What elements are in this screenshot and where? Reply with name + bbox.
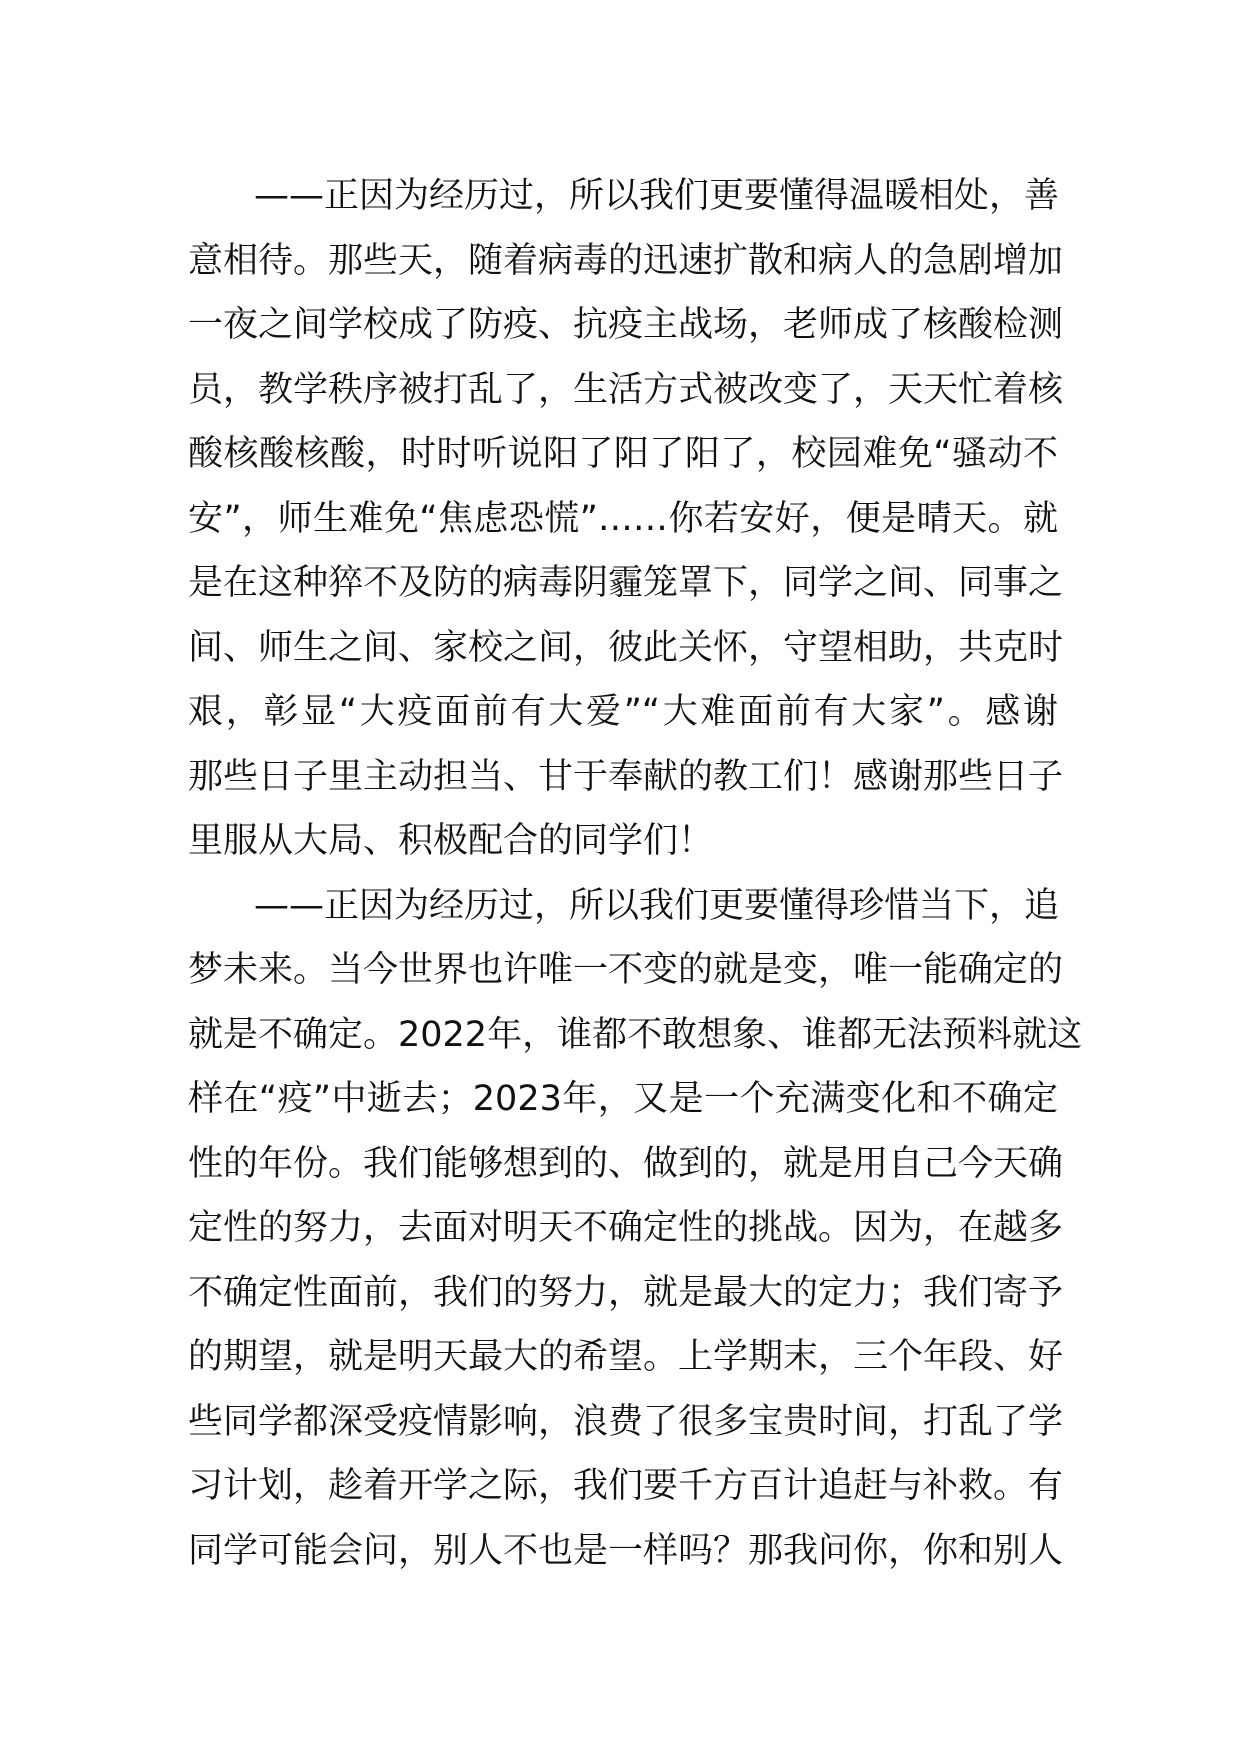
paragraph-1-line-10: 那些日子里主动担当、甘于奉献的教工们！感谢那些日子 bbox=[188, 756, 1064, 797]
paragraph-2-line-2: 梦未来。当今世界也许唯一不变的就是变，唯一能确定的 bbox=[188, 950, 1064, 990]
paragraph-1-line-11: 里服从大局、积极配合的同学们！ bbox=[188, 821, 714, 861]
paragraph-2-line-3: 就是不确定。2022年，谁都不敢想象、谁都无法预料就这 bbox=[188, 1014, 1083, 1055]
paragraph-2-line-5: 性的年份。我们能够想到的、做到的，就是用自己今天确 bbox=[188, 1143, 1064, 1184]
paragraph-1-line-7: 是在这种猝不及防的病毒阴霾笼罩下，同学之间、同事之 bbox=[188, 563, 1064, 603]
paragraph-2-line-10: 习计划，趁着开学之际，我们要千方百计追赶与补救。有 bbox=[188, 1466, 1064, 1506]
paragraph-1-line-6: 安”，师生难免“焦虑恐慌”……你若安好，便是晴天。就 bbox=[188, 498, 1058, 539]
paragraph-2-line-9: 些同学都深受疫情影响，浪费了很多宝贵时间，打乱了学 bbox=[188, 1401, 1064, 1442]
paragraph-1-line-3: 一夜之间学校成了防疫、抗疫主战场，老师成了核酸检测 bbox=[188, 305, 1064, 345]
paragraph-2-line-7: 不确定性面前，我们的努力，就是最大的定力；我们寄予 bbox=[188, 1272, 1064, 1313]
paragraph-1-line-4: 员，教学秩序被打乱了，生活方式被改变了，天天忙着核 bbox=[188, 369, 1064, 410]
paragraph-1-line-2: 意相待。那些天，随着病毒的迅速扩散和病人的急剧增加 bbox=[188, 240, 1064, 281]
paragraph-2-line-8: 的期望，就是明天最大的希望。上学期末，三个年段、好 bbox=[188, 1337, 1064, 1377]
paragraph-2-line-6: 定性的努力，去面对明天不确定性的挑战。因为，在越多 bbox=[188, 1208, 1064, 1248]
paragraph-1-line-9: 艰，彰显“大疫面前有大爱”“大难面前有大家”。感谢 bbox=[188, 692, 1058, 732]
body-text bbox=[188, 164, 1083, 1583]
paragraph-2-line-11: 同学可能会问，别人不也是一样吗？那我问你，你和别人 bbox=[188, 1530, 1064, 1571]
paragraph-1-line-1: ——正因为经历过，所以我们更要懂得温暖相处，善 bbox=[254, 176, 1060, 216]
paragraph-2-line-1: ——正因为经历过，所以我们更要懂得珍惜当下，追 bbox=[254, 885, 1060, 926]
paragraph-1-line-5: 酸核酸核酸，时时听说阳了阳了阳了，校园难免“骚动不 bbox=[188, 434, 1058, 474]
paragraph-2-line-4: 样在“疫”中逝去；2023年，又是一个充满变化和不确定 bbox=[188, 1079, 1058, 1119]
paragraph-1-line-8: 间、师生之间、家校之间，彼此关怀，守望相助，共克时 bbox=[188, 627, 1064, 668]
